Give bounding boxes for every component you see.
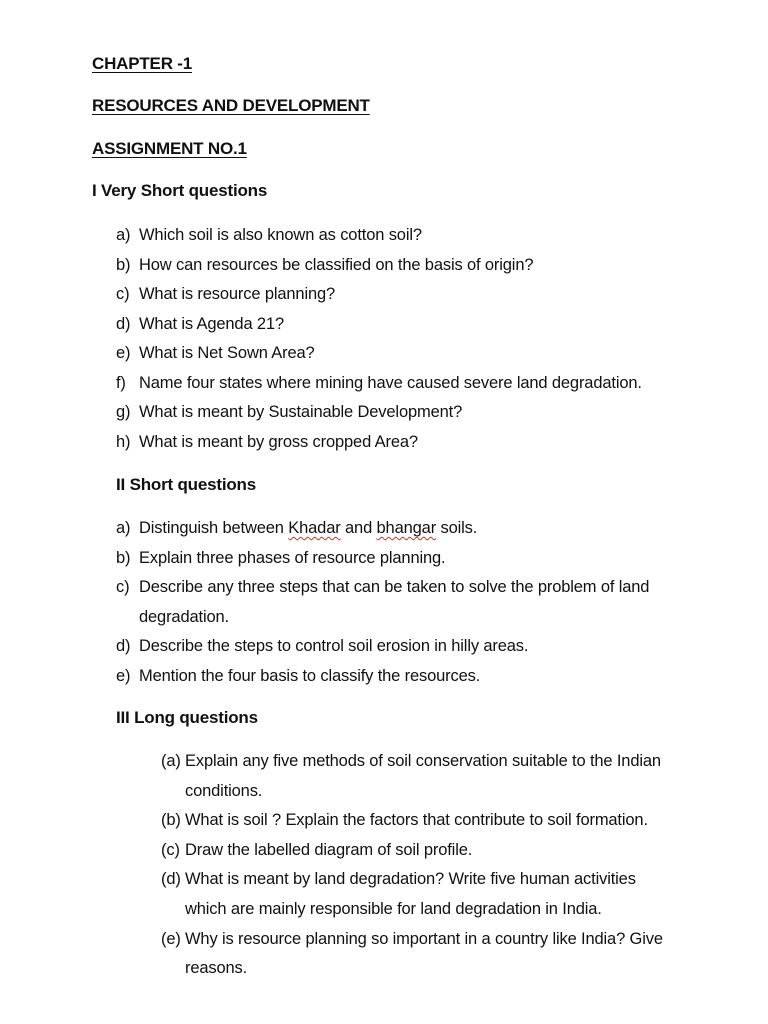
question-text-line: Explain any five methods of soil conservation suitable to the Indian [185,752,661,770]
question-text: What is soil ? Explain the factors that contribute to soil formation. [185,811,648,830]
question-marker: b) [116,548,131,567]
question-text: Mention the four basis to classify the resources. [139,666,481,685]
chapter-title: RESOURCES AND DEVELOPMENT [92,96,370,115]
question-text: What is Agenda 21? [139,314,284,333]
question-marker: (d) [161,870,181,889]
question-marker: g) [116,403,131,421]
question-item [116,398,642,428]
question-text: Which soil is also known as cotton soil? [139,226,422,244]
question-text: How can resources be classified on the basis of origin? [139,255,534,274]
question-marker: e) [116,666,131,685]
question-item [116,573,649,632]
question-item [161,836,663,866]
question-text-part: and [340,519,377,537]
question-item [116,369,642,399]
very-short-section-title: I Very Short questions [92,181,268,200]
question-marker: d) [116,637,131,655]
question-marker: c) [116,285,130,303]
question-text-line: Why is resource planning so important in a country like India? Give [185,929,663,948]
question-marker: a) [116,519,131,537]
question-item [116,514,649,544]
assignment-heading: ASSIGNMENT NO.1 [92,139,247,158]
question-text-line: What is meant by land degradation? Write five human activities [185,870,636,889]
question-text: Name four states where mining have caused severe land degradation. [139,373,642,392]
question-text [185,925,663,984]
question-text: Describe the steps to control soil erosion in hilly areas. [139,637,529,655]
long-section-title: III Long questions [116,708,258,727]
question-marker: c) [116,578,130,596]
question-marker: e) [116,344,131,362]
question-text-line: Describe any three steps that can be taken to solve the problem of land [139,578,650,596]
question-marker: (c) [161,840,180,859]
question-text [185,747,661,806]
question-item [161,865,663,924]
spellcheck-word: bhangar [376,519,437,537]
question-text: What is meant by Sustainable Development? [139,403,463,421]
question-item [116,632,649,662]
question-text: Explain three phases of resource planning. [139,548,446,567]
long-question-list [161,747,663,984]
question-marker: b) [116,255,131,274]
question-marker: (a) [161,752,181,770]
question-item [116,221,642,251]
question-item [116,251,642,281]
question-text-continuation: conditions. [185,781,263,800]
question-marker: h) [116,432,131,451]
question-item [116,544,649,574]
question-marker: d) [116,314,131,333]
question-marker: (e) [161,929,181,948]
short-question-list [116,514,649,691]
question-text-part: Distinguish between [139,519,289,537]
very-short-question-list [116,221,642,457]
question-text-part: soils. [436,519,478,537]
question-text-continuation: reasons. [185,959,248,978]
question-item [161,925,663,984]
question-item [116,310,642,340]
question-text [185,865,636,924]
short-section-title: II Short questions [116,475,256,494]
spellcheck-word: Khadar [288,519,341,537]
question-text [139,573,649,632]
question-text: What is Net Sown Area? [139,344,315,362]
question-text [139,514,477,544]
question-item [116,339,642,369]
question-marker: a) [116,226,131,244]
question-marker: f) [116,373,126,392]
question-text: What is meant by gross cropped Area? [139,432,418,451]
question-marker: (b) [161,811,181,830]
question-item [161,806,663,836]
question-text-continuation: degradation. [139,607,229,626]
question-text: Draw the labelled diagram of soil profile. [185,840,473,859]
question-item [116,428,642,458]
question-text-continuation: which are mainly responsible for land degradation in India. [185,899,602,918]
chapter-heading: CHAPTER -1 [92,54,193,73]
question-item [161,747,663,806]
question-item [116,280,642,310]
question-text: What is resource planning? [139,285,336,303]
question-item [116,662,649,692]
